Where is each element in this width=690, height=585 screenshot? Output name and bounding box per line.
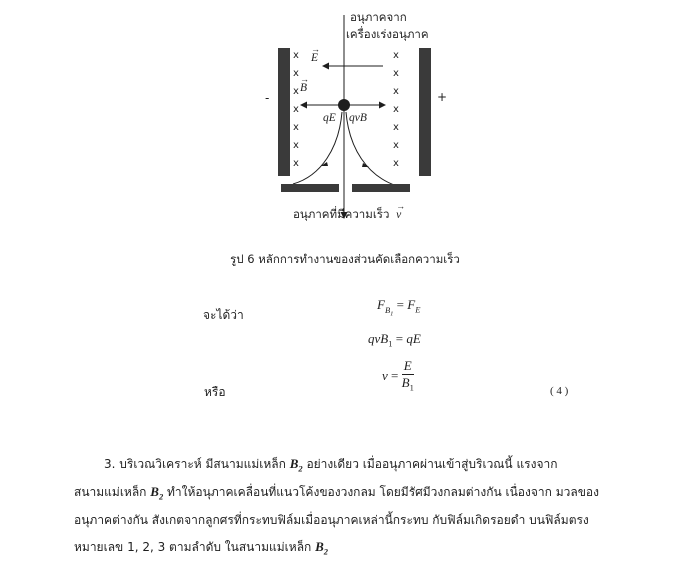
magnetic-field-x-mark: x — [393, 140, 399, 151]
minus-sign: - — [265, 91, 270, 105]
positive-plate — [419, 48, 431, 176]
equation-number: ( 4 ) — [550, 385, 569, 397]
b2-symbol: $B_2$ — [150, 484, 164, 502]
plus-sign: + — [437, 90, 448, 104]
source-label-line1: อนุภาคจาก — [350, 10, 407, 24]
magnetic-field-x-mark: x — [393, 122, 399, 133]
negative-plate — [278, 48, 290, 176]
lead-in-text: จะได้ว่า — [203, 308, 244, 322]
or-word: หรือ — [204, 385, 226, 399]
equation-force-balance: $F_{B_1} = F_E$ — [377, 297, 421, 318]
paragraph-line-1: 3. บริเวณวิเคราะห์ มีสนามแม่เหล็ก $B_2$ อย่างเดียว เมื่ออนุภาคผ่านเข้าสู่บริเวณนี้ แรงจาก — [104, 456, 558, 474]
equation-qvb: qvB$_1$ = qE — [368, 331, 421, 349]
paragraph-line-3: อนุภาคต่างกัน สังเกตจากลูกศรที่กระทบฟิล์มเมื่ออนุภาคเหล่านี้กระทบ กับฟิล์มเกิดรอยดำ บนฟิล์มตรง — [74, 513, 589, 527]
b2-symbol: $B_2$ — [315, 539, 329, 557]
bottom-plate-left — [281, 184, 339, 192]
paragraph-line-4: หมายเลข 1, 2, 3 ตามลำดับ ในสนามแม่เหล็ก $B_2$ — [74, 539, 329, 557]
bottom-plate-right — [352, 184, 410, 192]
equation-velocity: v = $\frac{E}{B_1}$ — [382, 358, 414, 393]
magnetic-field-x-mark: x — [393, 86, 399, 97]
magnetic-field-x-mark: x — [293, 140, 299, 151]
magnetic-field-x-mark: x — [393, 158, 399, 169]
source-label-line2: เครื่องเร่งอนุภาค — [346, 27, 429, 41]
b-field-label: B → — [300, 74, 309, 94]
paragraph-line-2: สนามแม่เหล็ก $B_2$ ทำให้อนุภาคเคลื่อนที่แนวโค้งของวงกลม โดยมีรัศมีวงกลมต่างกัน เนื่องจาก มวลของ — [74, 484, 599, 502]
figure-caption: รูป 6 หลักการทำงานของส่วนคัดเลือกความเร็ว — [230, 252, 460, 266]
magnetic-force-label: qvB — [349, 112, 367, 124]
magnetic-field-x-mark: x — [293, 158, 299, 169]
velocity-selector-figure — [255, 8, 455, 233]
magnetic-field-x-mark: x — [293, 122, 299, 133]
output-particle-label: อนุภาคที่มีความเร็ว v → — [293, 201, 406, 221]
magnetic-field-x-mark: x — [293, 86, 299, 97]
e-field-label: E → — [311, 44, 320, 64]
b2-symbol: $B_2$ — [289, 456, 303, 474]
magnetic-field-x-mark: x — [393, 68, 399, 79]
magnetic-field-x-mark: x — [393, 50, 399, 61]
magnetic-field-x-mark: x — [393, 104, 399, 115]
particle-dot — [338, 99, 350, 111]
magnetic-field-x-mark: x — [293, 68, 299, 79]
magnetic-field-x-mark: x — [293, 104, 299, 115]
magnetic-field-x-mark: x — [293, 50, 299, 61]
electric-force-label: qE — [323, 112, 336, 124]
